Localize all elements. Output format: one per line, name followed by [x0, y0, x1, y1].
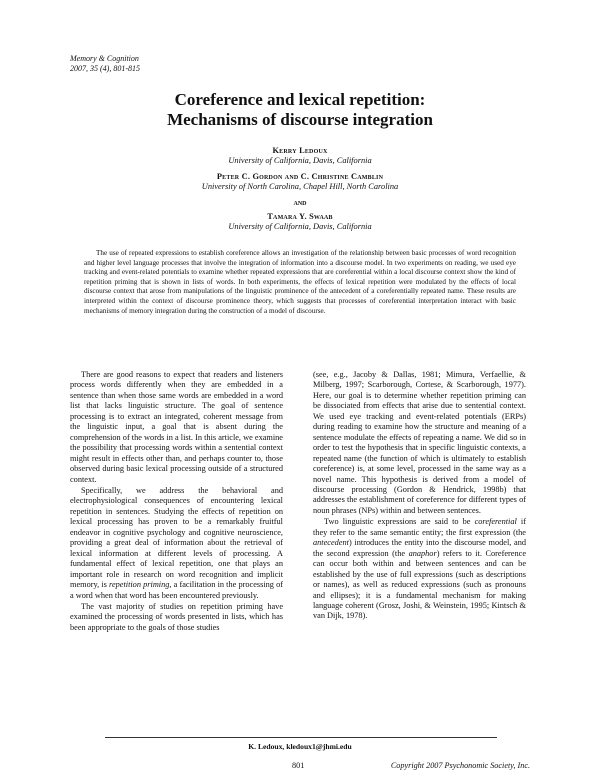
paragraph: Two linguistic expressions are said to be coreferential if they refer to the same semantic entity; the first expression (the antecedent) introduces the entity into the discourse model, and the second expression (the anaphor) refers to it. Coreference can occur both within and between sentences and can be established by the use of full expressions (such as descriptions or names), as well as reduced expressions (such as pronouns and ellipses); it is a fundamental mechanism for making language coherent (Grosz, Joshi, & Weinstein, 1995; Kintsch & van Dijk, 1978).: [313, 517, 526, 621]
title-line-2: Mechanisms of discourse integration: [167, 110, 433, 129]
body-column-right: [313, 370, 526, 623]
author-affiliation-2: University of North Carolina, Chapel Hill, North Carolina: [201, 182, 399, 191]
abstract: The use of repeated expressions to establish coreference allows an investigation of the relationship between basic processes of word recognition and higher level language processes that involve the integration of information into a discourse model. In two experiments on reading, we used eye tracking and event-related potentials to examine whether repeated expressions that are coreferential within a local discourse context show the kind of repetition priming that is shown in lists of words. In both experiments, the effects of lexical repetition were modulated by the effects of local discourse context that arose from manipulations of the linguistic prominence of the antecedent of a coreferentially repeated name. These results are interpreted within the context of discourse prominence theory, which suggests that processes of coreferential interpretation interact with basic mechanisms of memory integration during the construction of a model of discourse.: [84, 249, 516, 315]
paragraph: There are good reasons to expect that readers and listeners process words differently when they are embedded in a sentence than when those same words are embedded in a word list that lacks linguistic structure. The goal of sentence processing is to extract an integrated, coherent message from the linguistic input, a goal that is absent during the comprehension of the words in a list. In this article, we examine the possibility that processing words within a sentential context might result in effects other than, and perhaps counter to, those observed during basic lexical processing outside of a structured context.: [70, 370, 283, 484]
journal-header: [70, 54, 140, 74]
author-name-3: Tamara Y. Swaab: [267, 212, 333, 221]
author-block: [70, 146, 530, 232]
paper-title: [70, 90, 530, 130]
author-affiliation-1: University of California, Davis, California: [228, 156, 372, 165]
title-line-1: Coreference and lexical repetition:: [174, 90, 426, 109]
copyright-notice: Copyright 2007 Psychonomic Society, Inc.: [390, 761, 530, 770]
author-name-2: Peter C. Gordon and C. Christine Camblin: [216, 172, 384, 181]
paragraph: Specifically, we address the behavioral and electrophysiological consequences of encountering lexical repetition in sentences. Studying the effects of repetition on lexical processing has proven to be a remarkably fruitful endeavor in cognitive psychology and cognitive neuroscience, providing a great deal of information about the retrieval of lexical information at different levels of processing. A fundamental effect of lexical repetition, one that plays an important role in research on word recognition and implicit memory, is repetition priming, a facilitation in the processing of a word when that word has been encountered previously.: [70, 485, 283, 600]
paragraph: The vast majority of studies on repetition priming have examined the processing of words presented in lists, which has been appropriate to the goals of those studies: [70, 601, 283, 632]
and-separator: and: [293, 198, 307, 207]
body-column-left: [70, 370, 283, 634]
correspondence-email: K. Ledoux, kledoux1@jhmi.edu: [248, 742, 352, 751]
paragraph: (see, e.g., Jacoby & Dallas, 1981; Mimura, Verfaellie, & Milberg, 1997; Scarborough, Cortese, & Scarborough, 1977). Here, our goal is to determine whether repetition priming can be dissociated from effects that arise due to sentential context. We used eye tracking and event-related potentials (ERPs) during reading to examine how the structure and meaning of a sentence modulate the effects of repeating a name. We did so in order to test the hypothesis that in specific linguistic contexts, a repeated name (the function of which is ultimately to establish coreference) is, at some level, processed in the same way as a novel name. This hypothesis is derived from a model of discourse processing (Gordon & Hendrick, 1998b) that addresses the establishment of coreference for different types of noun phrases (NPs) within and between sentences.: [313, 370, 526, 515]
author-name-1: Kerry Ledoux: [272, 146, 328, 155]
footnote-rule: [105, 737, 497, 738]
page-number: 801: [292, 761, 305, 770]
journal-name: Memory & Cognition: [70, 54, 139, 63]
journal-citation: 2007, 35 (4), 801-815: [70, 64, 140, 73]
author-affiliation-3: University of California, Davis, California: [228, 222, 372, 231]
